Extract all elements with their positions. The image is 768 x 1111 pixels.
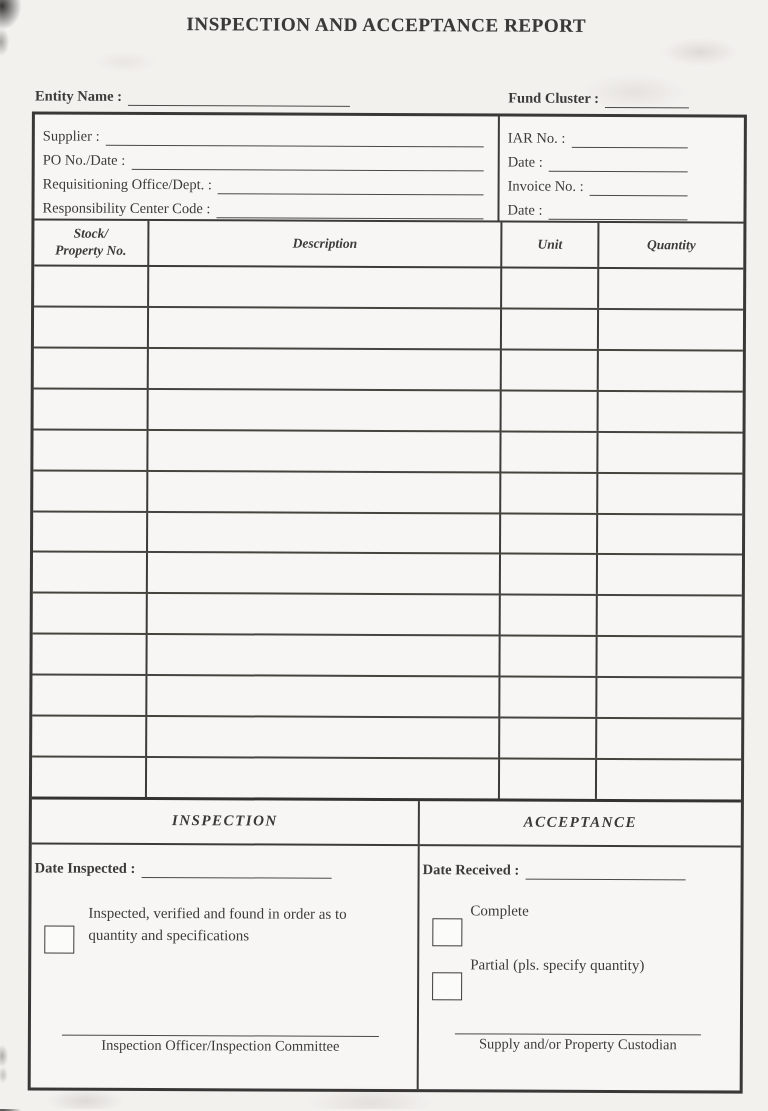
po-no-date-field <box>43 146 484 172</box>
table-row <box>32 635 741 679</box>
iar-no-field <box>508 124 688 149</box>
acceptance-signature-block <box>422 1033 740 1054</box>
table-cell-empty[interactable] <box>33 512 148 551</box>
table-cell-empty[interactable] <box>597 637 741 677</box>
table-cell-empty[interactable] <box>34 389 149 428</box>
table-cell-empty[interactable] <box>501 432 598 471</box>
entity-name-label: Entity Name : <box>34 88 123 105</box>
table-cell-empty[interactable] <box>500 760 597 799</box>
table-row <box>33 430 742 474</box>
table-cell-empty[interactable] <box>34 307 149 346</box>
responsibility-center-label: Responsibility Center Code : <box>42 200 211 218</box>
table-cell-empty[interactable] <box>597 678 741 718</box>
po-no-date-label: PO No./Date : <box>42 152 126 169</box>
invoice-no-label: Invoice No. : <box>507 178 584 195</box>
table-cell-empty[interactable] <box>32 717 147 756</box>
fund-cluster-label: Fund Cluster : <box>508 90 600 107</box>
table-cell-empty[interactable] <box>149 308 502 348</box>
table-row <box>32 676 741 720</box>
inspection-signature-block <box>34 1034 417 1056</box>
complete-checkbox[interactable] <box>432 918 462 946</box>
table-cell-empty[interactable] <box>33 594 148 633</box>
table-cell-empty[interactable] <box>32 676 147 715</box>
date-inspected-input-line[interactable] <box>141 862 331 879</box>
table-cell-empty[interactable] <box>501 555 598 594</box>
items-table <box>32 220 744 802</box>
table-cell-empty[interactable] <box>598 474 742 514</box>
table-cell-empty[interactable] <box>599 351 743 391</box>
table-cell-empty[interactable] <box>599 269 743 309</box>
column-header-unit: Unit <box>502 223 599 267</box>
entity-name-input-line[interactable] <box>128 90 350 107</box>
acceptance-section-header: ACCEPTANCE <box>523 814 638 832</box>
table-row <box>33 512 742 556</box>
responsibility-center-field <box>42 194 483 220</box>
column-header-quantity: Quantity <box>646 236 696 252</box>
table-cell-empty[interactable] <box>147 717 500 757</box>
table-row <box>34 266 743 310</box>
partial-label: Partial (pls. specify quantity) <box>470 957 645 975</box>
table-cell-empty[interactable] <box>500 678 597 717</box>
table-cell-empty[interactable] <box>33 430 148 469</box>
table-cell-empty[interactable] <box>148 513 501 553</box>
table-cell-empty[interactable] <box>599 392 743 432</box>
table-cell-empty[interactable] <box>147 676 500 716</box>
items-table-body <box>32 266 743 802</box>
invoice-date-label: Date : <box>507 202 543 219</box>
table-row <box>33 594 742 638</box>
acceptance-section <box>419 846 741 1090</box>
table-cell-empty[interactable] <box>501 473 598 512</box>
table-cell-empty[interactable] <box>148 431 501 471</box>
po-no-date-input-line[interactable] <box>131 155 483 172</box>
table-cell-empty[interactable] <box>32 635 147 674</box>
supplier-field <box>43 122 484 148</box>
date-received-field <box>423 862 741 880</box>
inspection-section <box>31 844 420 1089</box>
requisitioning-office-label: Requisitioning Office/Dept. : <box>42 176 212 194</box>
table-cell-empty[interactable] <box>148 594 501 634</box>
items-table-header <box>34 220 743 269</box>
responsibility-center-input-line[interactable] <box>216 203 483 219</box>
table-row <box>32 758 741 800</box>
date-inspected-field <box>35 860 418 879</box>
acceptance-signature-line[interactable] <box>455 1033 701 1035</box>
table-row <box>34 348 743 392</box>
date-inspected-label: Date Inspected : <box>34 860 136 877</box>
table-row <box>33 553 742 597</box>
table-cell-empty[interactable] <box>598 433 742 473</box>
table-cell-empty[interactable] <box>502 350 599 389</box>
table-row <box>32 717 741 761</box>
complete-label: Complete <box>470 903 529 920</box>
date-received-input-line[interactable] <box>525 864 685 881</box>
table-cell-empty[interactable] <box>147 758 500 798</box>
date-received-label: Date Received : <box>422 862 520 879</box>
table-cell-empty[interactable] <box>501 514 598 553</box>
top-fields-row <box>35 85 689 108</box>
table-cell-empty[interactable] <box>149 390 502 430</box>
entity-name-field <box>35 88 350 106</box>
partial-check-item <box>432 957 740 1001</box>
table-cell-empty[interactable] <box>148 472 501 512</box>
table-cell-empty[interactable] <box>500 719 597 758</box>
inspection-section-header: INSPECTION <box>32 799 420 844</box>
inspected-verified-check-item <box>44 904 417 956</box>
form-box <box>28 111 747 1093</box>
iar-no-label: IAR No. : <box>507 130 566 147</box>
table-cell-empty[interactable] <box>33 553 148 592</box>
table-cell-empty[interactable] <box>598 596 742 636</box>
invoice-date-input-line[interactable] <box>548 205 687 221</box>
table-cell-empty[interactable] <box>502 309 599 348</box>
iar-date-input-line[interactable] <box>549 157 688 173</box>
inspected-verified-checkbox[interactable] <box>44 926 74 954</box>
table-cell-empty[interactable] <box>500 637 597 676</box>
table-cell-empty[interactable] <box>501 596 598 635</box>
table-row <box>34 307 743 351</box>
table-cell-empty[interactable] <box>149 267 502 307</box>
table-cell-empty[interactable] <box>597 719 741 759</box>
table-cell-empty[interactable] <box>502 391 599 430</box>
table-cell-empty[interactable] <box>598 555 742 595</box>
table-cell-empty[interactable] <box>32 758 147 797</box>
iar-date-field <box>508 148 688 173</box>
inspection-signature-line[interactable] <box>62 1035 379 1037</box>
complete-check-item <box>432 903 740 947</box>
supplier-label: Supplier : <box>42 128 100 145</box>
table-cell-empty[interactable] <box>598 514 742 554</box>
table-cell-empty[interactable] <box>34 348 149 387</box>
requisitioning-office-input-line[interactable] <box>218 179 484 195</box>
fund-cluster-input-line[interactable] <box>605 92 689 108</box>
table-cell-empty[interactable] <box>597 760 741 800</box>
column-header-description: Description <box>149 221 502 267</box>
partial-checkbox[interactable] <box>432 972 462 1000</box>
iar-date-label: Date : <box>507 154 543 171</box>
invoice-no-input-line[interactable] <box>590 181 688 196</box>
table-row <box>33 471 742 515</box>
iar-no-input-line[interactable] <box>571 133 687 149</box>
header-box <box>34 114 743 223</box>
requisitioning-office-field <box>43 170 484 196</box>
page-title: INSPECTION AND ACCEPTANCE REPORT <box>186 14 587 37</box>
table-cell-empty[interactable] <box>149 349 502 389</box>
table-cell-empty[interactable] <box>148 553 501 593</box>
table-cell-empty[interactable] <box>502 269 599 308</box>
table-cell-empty[interactable] <box>34 266 149 305</box>
inspected-verified-label: Inspected, verified and found in order as to quantity and specifications <box>88 905 347 945</box>
table-row <box>34 389 743 433</box>
bottom-section <box>31 844 741 1090</box>
section-header-band <box>32 799 741 847</box>
invoice-no-field <box>508 172 688 197</box>
table-cell-empty[interactable] <box>33 471 148 510</box>
header-box-right <box>499 117 743 222</box>
fund-cluster-field <box>508 91 689 109</box>
table-cell-empty[interactable] <box>147 635 500 675</box>
header-box-left <box>34 114 499 220</box>
column-header-stock-property-no: Stock/ Property No. <box>34 220 149 265</box>
supplier-input-line[interactable] <box>106 131 484 148</box>
acceptance-signature-label: Supply and/or Property Custodian <box>478 1036 677 1054</box>
inspection-signature-label: Inspection Officer/Inspection Committee <box>101 1037 340 1055</box>
invoice-date-field <box>507 196 687 221</box>
table-cell-empty[interactable] <box>599 310 743 350</box>
